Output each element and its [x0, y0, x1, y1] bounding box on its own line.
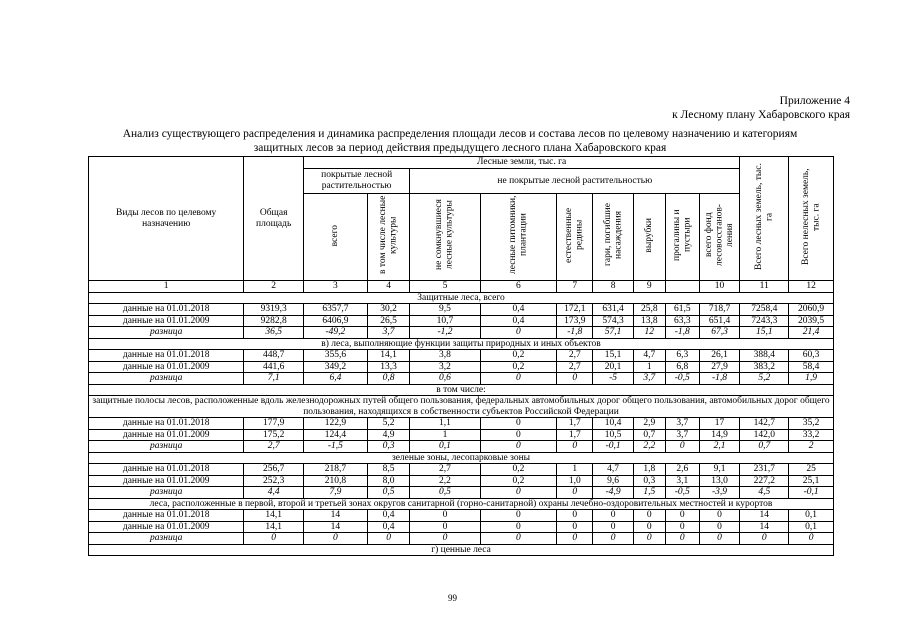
table-cell: 33,2: [789, 429, 834, 441]
table-row: [89, 350, 834, 362]
table-cell: 1,0: [557, 475, 593, 487]
table-cell: 0: [480, 510, 557, 522]
table-cell: 0,3: [367, 441, 410, 453]
table-cell: 13,8: [633, 315, 665, 327]
table-cell: 6406,9: [303, 315, 367, 327]
table-cell: 0,1: [410, 441, 480, 453]
table-cell: 1,9: [789, 373, 834, 385]
table-cell: 26,1: [699, 350, 740, 362]
table-row: [89, 521, 834, 533]
table-cell: 15,1: [593, 350, 633, 362]
table-cell: 0: [303, 533, 367, 545]
table-cell: -3,9: [699, 487, 740, 499]
table-cell: 0: [633, 533, 665, 545]
table-cell: -1,5: [303, 441, 367, 453]
table-cell: 7243,3: [740, 315, 789, 327]
table-cell: 14: [303, 510, 367, 522]
table-cell: 0: [480, 533, 557, 545]
table-cell: 2,7: [557, 350, 593, 362]
table-cell: 0: [665, 533, 699, 545]
table-row: [89, 533, 834, 545]
table-cell: 0: [665, 510, 699, 522]
column-number: 10: [699, 281, 740, 293]
row-label: данные на 01.01.2018: [89, 304, 244, 316]
column-number: 2: [244, 281, 304, 293]
forest-distribution-table: [88, 156, 834, 556]
header-c-clearings: вырубки: [633, 194, 665, 281]
table-cell: 3,1: [665, 475, 699, 487]
header-c-reforest: всего фонд лесовосстанов-ления: [699, 194, 740, 281]
table-cell: 21,4: [789, 327, 834, 339]
table-cell: 256,7: [244, 464, 304, 476]
table-cell: 0: [480, 429, 557, 441]
table-cell: 4,5: [740, 487, 789, 499]
table-cell: 25,8: [633, 304, 665, 316]
row-label: данные на 01.01.2009: [89, 475, 244, 487]
table-row: [89, 304, 834, 316]
table-cell: 0,7: [633, 429, 665, 441]
table-row: [89, 418, 834, 430]
header-forest-lands: Лесные земли, тыс. га: [303, 157, 739, 169]
table-cell: 36,5: [244, 327, 304, 339]
table-cell: 5,2: [740, 373, 789, 385]
header-c-unclosed: не сомкнувшиеся лесные культуры: [410, 194, 480, 281]
table-cell: 35,2: [789, 418, 834, 430]
table-cell: 0: [789, 533, 834, 545]
section-heading-row: [89, 452, 834, 464]
table-cell: 0,4: [480, 315, 557, 327]
table-cell: 10,5: [593, 429, 633, 441]
table-row: [89, 487, 834, 499]
table-cell: 0: [593, 533, 633, 545]
table-cell: 0: [410, 533, 480, 545]
table-cell: -1,8: [665, 327, 699, 339]
table-cell: -49,2: [303, 327, 367, 339]
column-number: [665, 281, 699, 293]
table-cell: 175,2: [244, 429, 304, 441]
table-cell: 6,4: [303, 373, 367, 385]
table-cell: 9319,3: [244, 304, 304, 316]
row-label: разница: [89, 373, 244, 385]
column-number: 1: [89, 281, 244, 293]
table-cell: 3,7: [665, 429, 699, 441]
column-number: 6: [480, 281, 557, 293]
table-cell: 27,9: [699, 361, 740, 373]
table-cell: 60,3: [789, 350, 834, 362]
table-cell: 0: [480, 441, 557, 453]
table-cell: 4,7: [593, 464, 633, 476]
row-label: разница: [89, 487, 244, 499]
row-label: данные на 01.01.2018: [89, 350, 244, 362]
table-cell: 0: [665, 521, 699, 533]
column-number: 3: [303, 281, 367, 293]
table-cell: 25: [789, 464, 834, 476]
column-numbers-row: [89, 281, 834, 293]
table-cell: 0,3: [633, 475, 665, 487]
table-cell: 122,9: [303, 418, 367, 430]
table-cell: 3,7: [633, 373, 665, 385]
section-heading: зеленые зоны, лесопарковые зоны: [89, 452, 834, 464]
table-cell: 0: [410, 521, 480, 533]
table-cell: 0: [480, 521, 557, 533]
row-label: данные на 01.01.2009: [89, 429, 244, 441]
table-cell: -1,8: [557, 327, 593, 339]
table-cell: 1: [633, 361, 665, 373]
table-cell: 252,3: [244, 475, 304, 487]
table-cell: 0: [593, 510, 633, 522]
table-cell: 4,9: [367, 429, 410, 441]
table-cell: 0: [740, 533, 789, 545]
table-cell: 9,6: [593, 475, 633, 487]
table-cell: 0: [557, 533, 593, 545]
header-c-all: всего: [303, 194, 367, 281]
table-cell: 0: [480, 327, 557, 339]
section-heading: в том числе:: [89, 384, 834, 396]
table-cell: 6,8: [665, 361, 699, 373]
table-cell: 0,2: [480, 464, 557, 476]
table-cell: -0,5: [665, 373, 699, 385]
table-cell: 2060,9: [789, 304, 834, 316]
table-cell: 0: [557, 521, 593, 533]
table-cell: 0: [557, 487, 593, 499]
header-row-1: [89, 157, 834, 169]
table-cell: 574,3: [593, 315, 633, 327]
header-kind: Виды лесов по целевому назначению: [89, 157, 244, 281]
table-cell: 142,0: [740, 429, 789, 441]
table-cell: 1: [557, 464, 593, 476]
table-cell: 651,4: [699, 315, 740, 327]
table-cell: 8,5: [367, 464, 410, 476]
table-cell: 4,7: [633, 350, 665, 362]
table-cell: 0,4: [480, 304, 557, 316]
table-cell: 0,8: [367, 373, 410, 385]
header-not-covered: не покрытые лесной растительностью: [410, 169, 740, 194]
table-cell: 30,2: [367, 304, 410, 316]
table-cell: 57,1: [593, 327, 633, 339]
header-forest-total: Всего лесных земель, тыс. га: [740, 157, 789, 281]
table-cell: 2: [789, 441, 834, 453]
table-cell: 14: [740, 521, 789, 533]
row-label: данные на 01.01.2018: [89, 464, 244, 476]
section-heading-row: [89, 396, 834, 418]
table-cell: 5,2: [367, 418, 410, 430]
table-cell: 177,9: [244, 418, 304, 430]
table-cell: -4,9: [593, 487, 633, 499]
appendix-note: [672, 94, 850, 122]
table-cell: 173,9: [557, 315, 593, 327]
header-covered: покрытые лесной растительностью: [303, 169, 409, 194]
row-label: разница: [89, 441, 244, 453]
table-cell: 3,8: [410, 350, 480, 362]
table-cell: 14,9: [699, 429, 740, 441]
header-c-sparse: естественные редины: [557, 194, 593, 281]
table-cell: 3,7: [367, 327, 410, 339]
section-heading-row: [89, 498, 834, 510]
section-heading-row: [89, 384, 834, 396]
table-cell: 0: [699, 521, 740, 533]
table-cell: 2,7: [244, 441, 304, 453]
table-row: [89, 429, 834, 441]
table-cell: 0: [480, 487, 557, 499]
table-cell: 9,5: [410, 304, 480, 316]
table-cell: 231,7: [740, 464, 789, 476]
table-cell: -1,2: [410, 327, 480, 339]
row-label: данные на 01.01.2018: [89, 418, 244, 430]
table-cell: 2039,5: [789, 315, 834, 327]
table-cell: 1,7: [557, 429, 593, 441]
header-c-cultures: в том числе лесные культуры: [367, 194, 410, 281]
row-label: данные на 01.01.2009: [89, 361, 244, 373]
section-heading: г) ценные леса: [89, 544, 834, 556]
table-cell: 2,7: [557, 361, 593, 373]
table-cell: 349,2: [303, 361, 367, 373]
table-cell: 1,1: [410, 418, 480, 430]
table-cell: 383,2: [740, 361, 789, 373]
table-cell: -0,5: [665, 487, 699, 499]
page-number: 99: [448, 593, 457, 603]
table-cell: 25,1: [789, 475, 834, 487]
table-row: [89, 441, 834, 453]
table-cell: 13,0: [699, 475, 740, 487]
table-cell: 14: [740, 510, 789, 522]
table-row: [89, 315, 834, 327]
table-cell: 26,5: [367, 315, 410, 327]
table-cell: 14,1: [367, 350, 410, 362]
table-cell: 0: [410, 510, 480, 522]
column-number: 9: [633, 281, 665, 293]
table-cell: 0,4: [367, 510, 410, 522]
table-cell: 14,1: [244, 521, 304, 533]
table-cell: 61,5: [665, 304, 699, 316]
header-c-glades: прогалины и пустыри: [665, 194, 699, 281]
table-cell: -5: [593, 373, 633, 385]
table-cell: 6357,7: [303, 304, 367, 316]
table-cell: 2,2: [633, 441, 665, 453]
table-cell: 12: [633, 327, 665, 339]
table-cell: 0: [665, 441, 699, 453]
table-cell: 227,2: [740, 475, 789, 487]
row-label: разница: [89, 533, 244, 545]
table-cell: -0,1: [593, 441, 633, 453]
table-cell: 0: [244, 533, 304, 545]
table-cell: 1,7: [557, 418, 593, 430]
row-label: данные на 01.01.2009: [89, 521, 244, 533]
title-line-1: Анализ существующего распределения и динамика распределения площади лесов и состава лесов по целевому назначению и категориям: [122, 128, 798, 140]
header-c-nurseries: лесные питомники, плантации: [480, 194, 557, 281]
table-row: [89, 510, 834, 522]
table-cell: 1,8: [633, 464, 665, 476]
table-cell: 2,7: [410, 464, 480, 476]
table-cell: 0: [480, 373, 557, 385]
table-cell: 3,2: [410, 361, 480, 373]
table-cell: 0: [593, 521, 633, 533]
row-label: разница: [89, 327, 244, 339]
title-line-2: защитных лесов за период действия предыдущего лесного плана Хабаровского края: [253, 142, 667, 154]
table-cell: 124,4: [303, 429, 367, 441]
table-cell: 0,1: [789, 521, 834, 533]
table-cell: 0,1: [789, 510, 834, 522]
table-cell: 441,6: [244, 361, 304, 373]
table-cell: 10,7: [410, 315, 480, 327]
row-label: данные на 01.01.2018: [89, 510, 244, 522]
table-cell: 0,4: [367, 521, 410, 533]
table-cell: 3,7: [665, 418, 699, 430]
table-cell: 1: [410, 429, 480, 441]
header-total-area: Общая площадь: [244, 157, 304, 281]
table-row: [89, 327, 834, 339]
table-cell: 1,5: [633, 487, 665, 499]
table-cell: 7258,4: [740, 304, 789, 316]
table-cell: 0: [699, 510, 740, 522]
table-cell: 14: [303, 521, 367, 533]
table-cell: 0: [699, 533, 740, 545]
header-nonforest-total: Всего нелесных земель, тыс. га: [789, 157, 834, 281]
header-c-burnt: гари, погибшие насаждения: [593, 194, 633, 281]
column-number: 8: [593, 281, 633, 293]
table-cell: 7,9: [303, 487, 367, 499]
section-heading-row: [89, 544, 834, 556]
table-cell: 355,6: [303, 350, 367, 362]
table-cell: 8,0: [367, 475, 410, 487]
table-cell: 388,4: [740, 350, 789, 362]
section-heading-row: [89, 338, 834, 350]
table-cell: 0,5: [367, 487, 410, 499]
appendix-line-1: Приложение 4: [779, 95, 850, 107]
table-cell: 9,1: [699, 464, 740, 476]
table-row: [89, 373, 834, 385]
row-label: данные на 01.01.2009: [89, 315, 244, 327]
table-row: [89, 361, 834, 373]
table-cell: 448,7: [244, 350, 304, 362]
table-cell: 14,1: [244, 510, 304, 522]
appendix-line-2: к Лесному плану Хабаровского края: [672, 109, 850, 121]
table-cell: 13,3: [367, 361, 410, 373]
table-cell: 2,1: [699, 441, 740, 453]
table-cell: 142,7: [740, 418, 789, 430]
table-cell: 0: [633, 521, 665, 533]
table-cell: 7,1: [244, 373, 304, 385]
table-cell: -0,1: [789, 487, 834, 499]
column-number: 4: [367, 281, 410, 293]
column-number: 11: [740, 281, 789, 293]
table-cell: 0,7: [740, 441, 789, 453]
table-cell: 172,1: [557, 304, 593, 316]
table-cell: 0,2: [480, 475, 557, 487]
table-cell: 0: [557, 441, 593, 453]
section-heading: в) леса, выполняющие функции защиты природных и иных объектов: [89, 338, 834, 350]
table-cell: 0: [557, 373, 593, 385]
table-cell: 210,8: [303, 475, 367, 487]
table-cell: 718,7: [699, 304, 740, 316]
table-cell: 0: [367, 533, 410, 545]
table-cell: 58,4: [789, 361, 834, 373]
table-cell: 20,1: [593, 361, 633, 373]
table-row: [89, 475, 834, 487]
table-cell: 218,7: [303, 464, 367, 476]
section-heading: защитные полосы лесов, расположенные вдоль железнодорожных путей общего пользования, федеральных автомобильных дорог общего пользования, автомобильных дорог общего пользования, находящихся в собственности субъектов Российской Федерации: [89, 396, 834, 418]
table-cell: -1,8: [699, 373, 740, 385]
table-cell: 0,2: [480, 350, 557, 362]
section-heading-row: [89, 292, 834, 304]
column-number: 5: [410, 281, 480, 293]
table-cell: 0: [633, 510, 665, 522]
column-number: 7: [557, 281, 593, 293]
table-cell: 63,3: [665, 315, 699, 327]
table-cell: 0,6: [410, 373, 480, 385]
table-cell: 2,2: [410, 475, 480, 487]
table-cell: 4,4: [244, 487, 304, 499]
table-cell: 0,2: [480, 361, 557, 373]
column-number: 12: [789, 281, 834, 293]
table-cell: 10,4: [593, 418, 633, 430]
table-cell: 0,5: [410, 487, 480, 499]
document-title: [60, 127, 860, 155]
table-cell: 9282,8: [244, 315, 304, 327]
section-heading: леса, расположенные в первой, второй и третьей зонах округов санитарной (горно-санитарной) охраны лечебно-оздоровительных местностей и курортов: [89, 498, 834, 510]
table-cell: 15,1: [740, 327, 789, 339]
table-cell: 2,9: [633, 418, 665, 430]
table-cell: 17: [699, 418, 740, 430]
table-cell: 2,6: [665, 464, 699, 476]
table-cell: 0: [557, 510, 593, 522]
table-cell: 0: [480, 418, 557, 430]
table-row: [89, 464, 834, 476]
table-cell: 67,3: [699, 327, 740, 339]
table-cell: 6,3: [665, 350, 699, 362]
section-heading: Защитные леса, всего: [89, 292, 834, 304]
table-cell: 631,4: [593, 304, 633, 316]
